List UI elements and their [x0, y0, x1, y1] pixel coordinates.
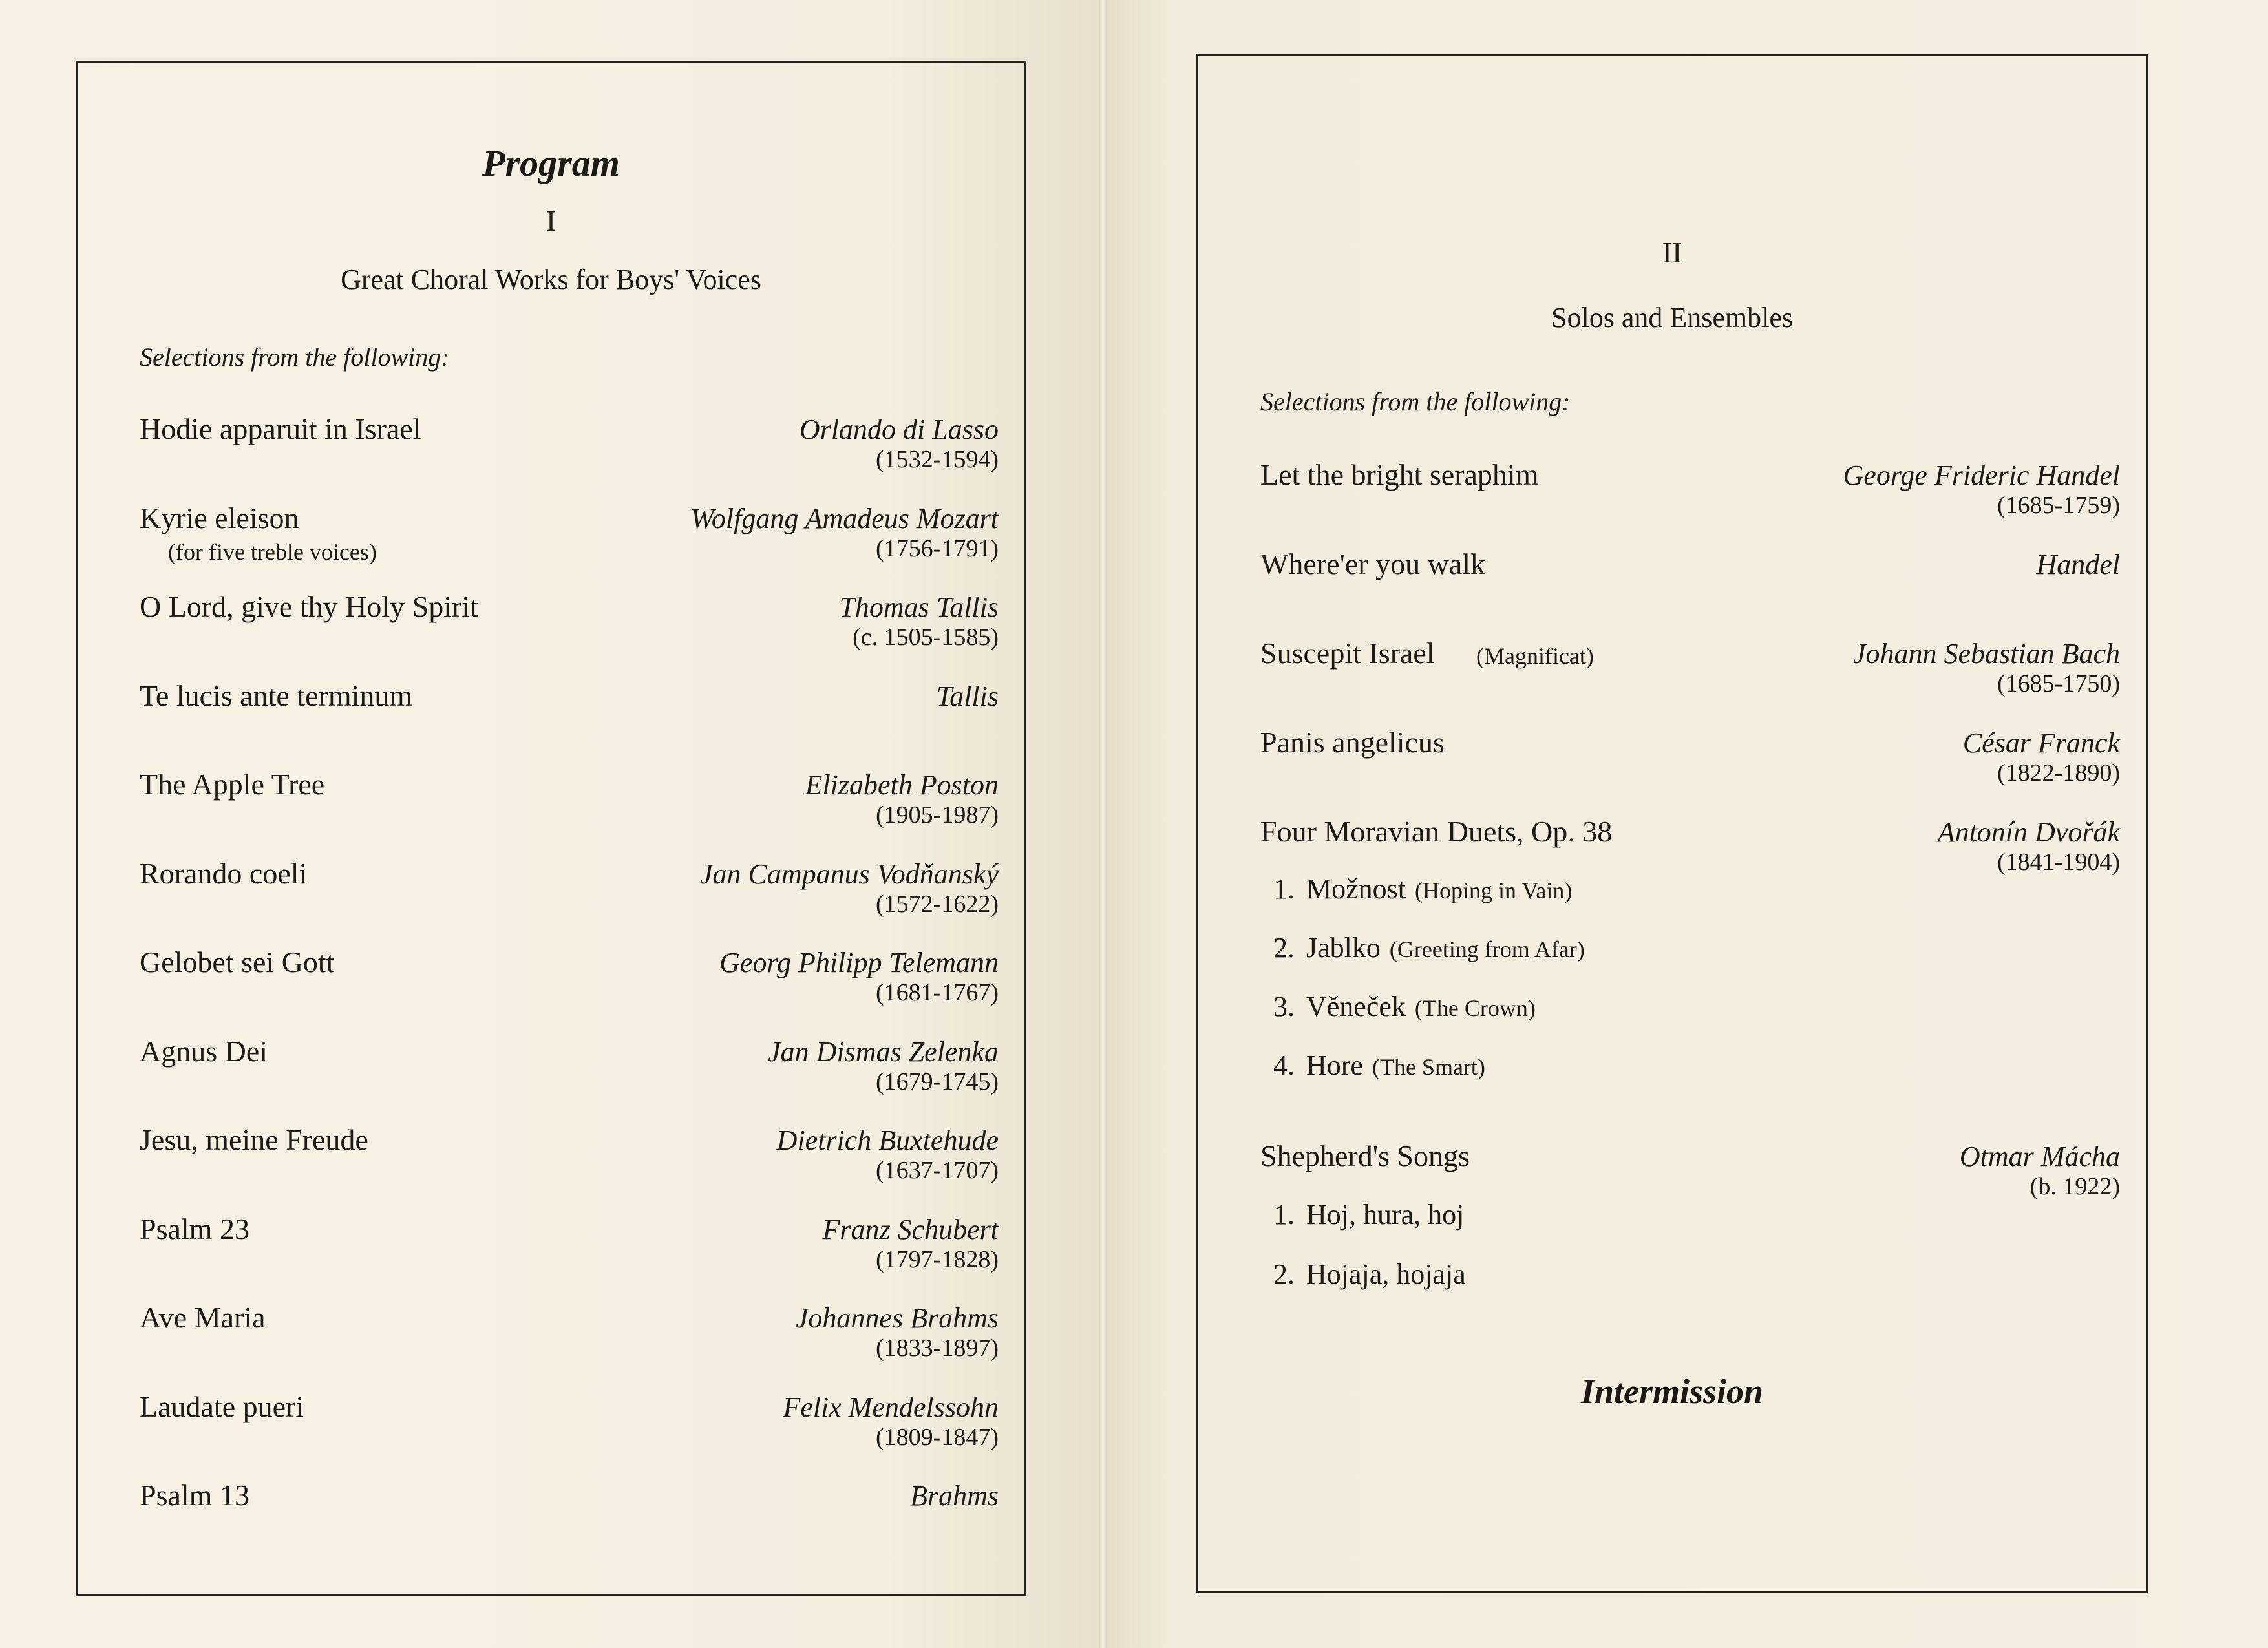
composer-dates: (1841-1904) [1997, 849, 2120, 876]
intermission-heading: Intermission [1580, 1372, 1764, 1411]
piece-title: Panis angelicus [1260, 726, 1445, 759]
composer-name: Dietrich Buxtehude [776, 1125, 999, 1156]
composer-dates: (1809-1847) [876, 1424, 999, 1451]
composer-dates: (1756-1791) [876, 535, 999, 562]
piece-title: Let the bright seraphim [1260, 458, 1539, 491]
composer-name: Franz Schubert [822, 1214, 999, 1245]
duet-number: 2. [1273, 932, 1295, 964]
composer-name: Jan Campanus Vodňanský [700, 858, 999, 890]
composer-dates: (1685-1759) [1997, 492, 2120, 519]
left-page-frame [76, 61, 1026, 1596]
composer-name: Wolfgang Amadeus Mozart [690, 503, 999, 534]
part-one-title: Great Choral Works for Boys' Voices [341, 264, 761, 295]
composer-name: Otmar Mácha [1959, 1141, 2120, 1172]
duet-item [1273, 931, 1585, 964]
composer-dates: (1572-1622) [876, 891, 999, 918]
piece-title: Psalm 23 [140, 1212, 249, 1245]
composer-name: Elizabeth Poston [805, 769, 999, 801]
composer-name: Johann Sebastian Bach [1852, 638, 2120, 670]
piece-title: Kyrie eleison [140, 502, 299, 534]
program-heading: Program [482, 142, 620, 184]
composer-name: Felix Mendelssohn [783, 1391, 999, 1423]
duet-translation: (Hoping in Vain) [1415, 878, 1573, 903]
piece-title-note: (Magnificat) [1476, 643, 1594, 669]
left-page [0, 0, 1101, 1648]
piece-title: Gelobet sei Gott [140, 945, 335, 978]
part-two-numeral: II [1662, 236, 1682, 269]
duet-name: Hore [1306, 1050, 1363, 1081]
piece-title: O Lord, give thy Holy Spirit [140, 590, 478, 623]
composer-dates: (1637-1707) [876, 1157, 999, 1184]
duet-item [1273, 872, 1572, 905]
composer-name: Tallis [936, 681, 999, 712]
song-name: Hoj, hura, hoj [1306, 1199, 1465, 1231]
duet-name: Jablko [1306, 932, 1381, 964]
composer-dates: (1822-1890) [1997, 759, 2120, 787]
composer-name: Handel [2036, 549, 2120, 580]
composer-dates: (1679-1745) [876, 1068, 999, 1095]
duet-number: 1. [1273, 873, 1295, 905]
piece-title: The Apple Tree [140, 768, 325, 801]
duet-name: Věneček [1306, 991, 1406, 1022]
composer-dates: (1681-1767) [876, 979, 999, 1006]
piece-title: Rorando coeli [140, 857, 308, 890]
piece-title: Laudate pueri [140, 1390, 304, 1423]
composer-name: Jan Dismas Zelenka [768, 1036, 999, 1068]
composer-name: Johannes Brahms [795, 1302, 999, 1334]
duet-number: 4. [1273, 1050, 1295, 1081]
song-number: 1. [1273, 1199, 1295, 1231]
right-page-frame [1196, 54, 2148, 1593]
composer-name: Antonín Dvořák [1937, 816, 2120, 848]
piece-title: Four Moravian Duets, Op. 38 [1260, 815, 1613, 848]
duet-number: 3. [1273, 991, 1295, 1022]
piece-title: Agnus Dei [140, 1035, 268, 1068]
selections-label: Selections from the following: [1260, 387, 1571, 416]
shepherd-songs-title: Shepherd's Songs [1260, 1139, 1470, 1172]
composer-dates: (1685-1750) [1997, 670, 2120, 697]
piece-title: Suscepit Israel [1260, 637, 1435, 670]
duet-translation: (The Smart) [1372, 1054, 1485, 1080]
piece-title: Ave Maria [140, 1301, 266, 1334]
composer-name: Georg Philipp Telemann [719, 947, 999, 978]
piece-title: Jesu, meine Freude [140, 1123, 368, 1156]
composer-name: Thomas Tallis [839, 591, 999, 623]
shepherd-song-item [1273, 1258, 1466, 1291]
piece-title: Hodie apparuit in Israel [140, 412, 421, 445]
composer-dates: (1905-1987) [876, 801, 999, 829]
selections-label: Selections from the following: [140, 343, 450, 372]
composer-dates: (1797-1828) [876, 1246, 999, 1273]
piece-title: Te lucis ante terminum [140, 679, 413, 712]
composer-dates: (b. 1922) [2030, 1173, 2120, 1200]
composer-name: César Franck [1962, 727, 2120, 759]
piece-note: (for five treble voices) [168, 539, 377, 565]
duet-translation: (Greeting from Afar) [1389, 936, 1585, 962]
part-two-title: Solos and Ensembles [1551, 302, 1793, 333]
composer-dates: (1833-1897) [876, 1335, 999, 1362]
composer-name: George Frideric Handel [1843, 460, 2120, 491]
song-name: Hojaja, hojaja [1306, 1258, 1466, 1290]
duet-name: Možnost [1306, 873, 1406, 905]
duet-item [1273, 990, 1536, 1023]
duet-item [1273, 1049, 1485, 1082]
shepherd-song-item [1273, 1198, 1464, 1231]
song-number: 2. [1273, 1258, 1295, 1290]
duet-translation: (The Crown) [1414, 995, 1536, 1021]
right-page [1107, 0, 2268, 1648]
composer-name: Brahms [910, 1480, 999, 1512]
composer-name: Orlando di Lasso [799, 414, 999, 445]
composer-dates: (1532-1594) [876, 446, 999, 473]
piece-title: Psalm 13 [140, 1479, 249, 1512]
composer-dates: (c. 1505-1585) [853, 624, 999, 651]
part-one-numeral: I [546, 204, 556, 237]
piece-title: Where'er you walk [1260, 547, 1486, 580]
